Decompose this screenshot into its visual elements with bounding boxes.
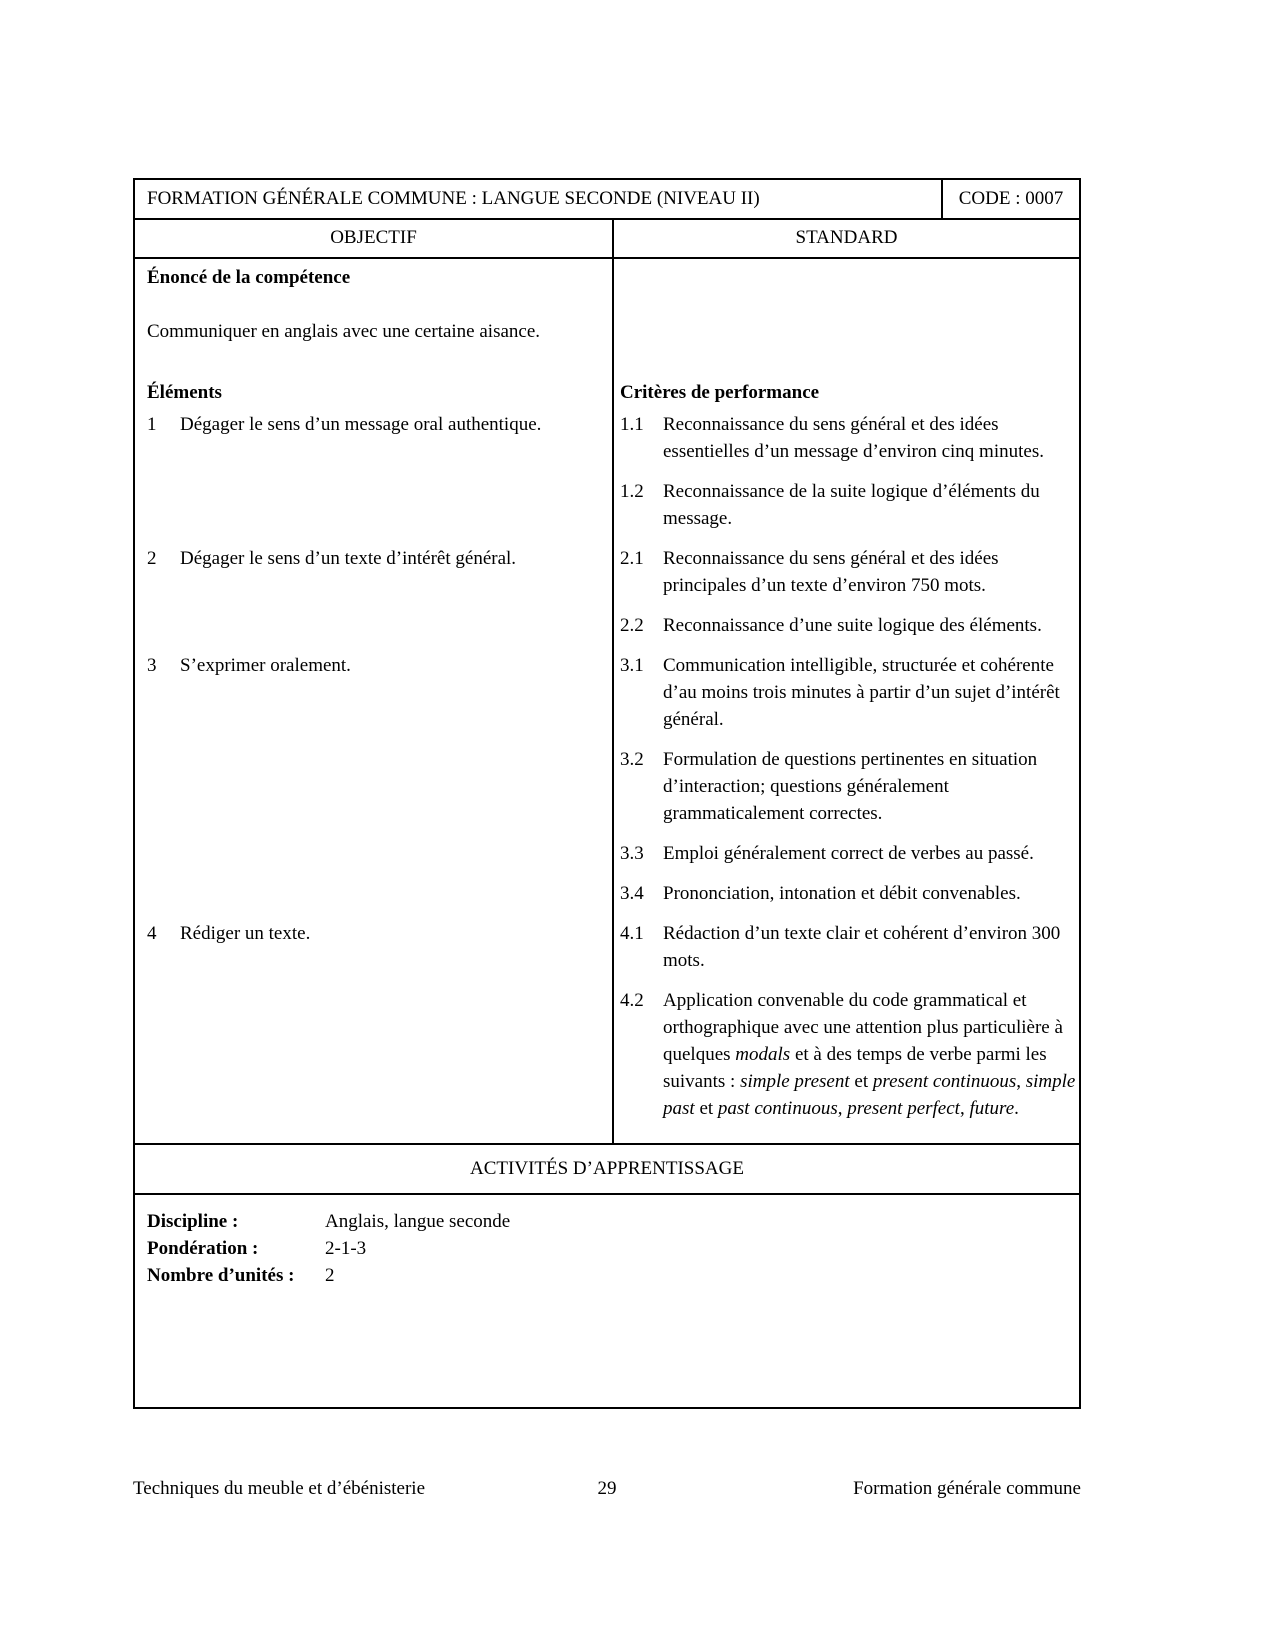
title-row — [135, 180, 1079, 220]
criterion-number: 2.2 — [620, 615, 644, 636]
detail-label: Nombre d’unités : — [147, 1265, 295, 1286]
detail-value: 2-1-3 — [325, 1238, 367, 1259]
page-footer — [133, 1475, 1081, 1502]
footer-section-name: Formation générale commune — [853, 1478, 1081, 1499]
element-cell — [135, 920, 612, 1143]
criterion-text: Prononciation, intonation et débit convenables. — [663, 883, 1021, 904]
footer-page-number: 29 — [597, 1478, 617, 1499]
detail-value: Anglais, langue seconde — [325, 1211, 511, 1232]
element-number: 4 — [147, 923, 157, 944]
detail-row — [147, 1208, 1079, 1235]
criterion-number: 4.1 — [620, 923, 644, 944]
criterion-item — [620, 840, 1076, 867]
column-headers-row — [135, 220, 1079, 259]
elements-heading: Éléments — [147, 382, 222, 403]
document-title: FORMATION GÉNÉRALE COMMUNE : LANGUE SECONDE (NIVEAU II) — [147, 188, 760, 209]
detail-row — [147, 1262, 1079, 1289]
criterion-item — [620, 920, 1076, 974]
criteres-heading: Critères de performance — [612, 375, 1079, 411]
criterion-number: 3.1 — [620, 655, 644, 676]
element-item — [147, 411, 612, 438]
criterion-text: Reconnaissance de la suite logique d’éléments du message. — [663, 481, 1040, 529]
criterion-number: 1.2 — [620, 481, 644, 502]
element-item — [147, 920, 612, 947]
detail-value: 2 — [325, 1265, 335, 1286]
element-text: Dégager le sens d’un message oral authentique. — [180, 414, 542, 435]
element-text: Dégager le sens d’un texte d’intérêt général. — [180, 548, 517, 569]
element-cell — [135, 411, 612, 545]
activites-heading: ACTIVITÉS D’APPRENTISSAGE — [135, 1143, 1079, 1195]
criterion-text: Formulation de questions pertinentes en situation d’interaction; questions généralement grammaticalement correctes. — [663, 749, 1038, 824]
criterion-text: Emploi généralement correct de verbes au passé. — [663, 843, 1034, 864]
detail-row — [147, 1235, 1079, 1262]
element-number: 1 — [147, 414, 157, 435]
element-item — [147, 652, 612, 679]
criterion-item — [620, 746, 1076, 827]
footer-program-name: Techniques du meuble et d’ébénisterie — [133, 1478, 426, 1499]
criterion-item — [620, 411, 1076, 465]
criteria-cell — [612, 411, 1079, 545]
criterion-text: Rédaction d’un texte clair et cohérent d’environ 300 mots. — [663, 923, 1061, 971]
criteria-cell — [612, 920, 1079, 1143]
element-number: 2 — [147, 548, 157, 569]
element-number: 3 — [147, 655, 157, 676]
detail-label: Discipline : — [147, 1211, 239, 1232]
course-code: CODE : 0007 — [941, 180, 1079, 218]
course-table — [133, 178, 1081, 1409]
element-item — [147, 545, 612, 572]
criterion-number: 3.3 — [620, 843, 644, 864]
criterion-text: Communication intelligible, structurée et cohérente d’au moins trois minutes à partir d’un sujet d’intérêt général. — [663, 655, 1060, 730]
element-text: S’exprimer oralement. — [180, 655, 351, 676]
criterion-item — [620, 478, 1076, 532]
element-cell — [135, 545, 612, 652]
criterion-number: 3.4 — [620, 883, 644, 904]
objectif-header: OBJECTIF — [330, 227, 417, 248]
criterion-text: Application convenable du code grammatical et orthographique avec une attention plus particulière à quelques modals et à des temps de verbe parmi les suivants : simple present et present continuous, simple past et past continuous, present perfect, future. — [663, 990, 1076, 1119]
element-text: Rédiger un texte. — [180, 923, 311, 944]
details-section — [135, 1195, 1079, 1407]
criterion-number: 1.1 — [620, 414, 644, 435]
criteria-cell — [612, 545, 1079, 652]
criterion-number: 2.1 — [620, 548, 644, 569]
standard-empty-cell — [612, 259, 1079, 375]
enonce-text: Communiquer en anglais avec une certaine aisance. — [147, 321, 541, 342]
criterion-item — [620, 880, 1076, 907]
criterion-number: 4.2 — [620, 990, 644, 1011]
criterion-number: 3.2 — [620, 749, 644, 770]
standard-header: STANDARD — [612, 220, 1079, 257]
enonce-block — [135, 259, 612, 375]
enonce-heading: Énoncé de la compétence — [147, 267, 351, 288]
criterion-text: Reconnaissance du sens général et des idées principales d’un texte d’environ 750 mots. — [663, 548, 999, 596]
criterion-item — [620, 545, 1076, 599]
criteria-cell — [612, 652, 1079, 920]
criterion-text: Reconnaissance du sens général et des idées essentielles d’un message d’environ cinq minutes. — [663, 414, 1044, 462]
criterion-item — [620, 612, 1076, 639]
criterion-item — [620, 652, 1076, 733]
detail-label: Pondération : — [147, 1238, 259, 1259]
element-cell — [135, 652, 612, 920]
objectif-standard-grid — [135, 259, 1079, 1143]
criterion-text: Reconnaissance d’une suite logique des éléments. — [663, 615, 1042, 636]
criterion-item — [620, 987, 1076, 1122]
